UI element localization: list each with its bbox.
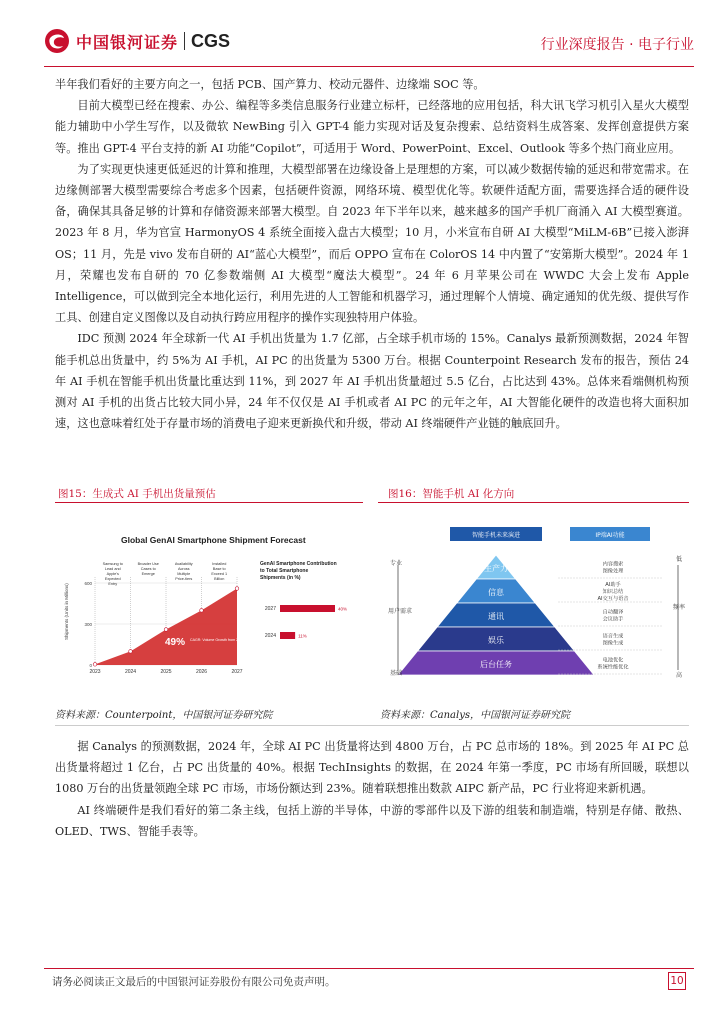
bar-value-label: 11%: [298, 633, 307, 639]
timeline-annotation: Price-tiers: [175, 577, 193, 581]
logo-cn-text: 中国银河证券: [76, 32, 179, 52]
timeline-annotation: Base to: [212, 567, 226, 571]
data-point: [93, 663, 97, 667]
timeline-annotation: Lead and: [104, 567, 121, 571]
ai-function-item: 系统性能优化: [597, 664, 629, 671]
paragraph: 为了实现更快速更低延迟的计算和推理，大模型部署在边缘设备上是理想的方案，可以减少数据传输的延迟和带宽需求。在边缘侧部署大模型需要综合考虑多个因素，包括硬件资源，网络环境、模型优化等。软硬件适配方面，需要选择合适的硬件设备，确保其具备足够的计算和存储资源来部署大模型。自 2023 年下半年以来，越来越多的国产手机厂商涌入 AI 大模型赛道。2023 年 8 月，华为官宣 HarmonyOS 4 系统全面接入盘古大模型；10 月，小米宣布自研 AI 大模型“MiLM-6B”已接入澎湃 OS；11 月，先是 vivo 发布自研的 AI“蓝心大模型”，而后 OPPO 宣布在 ColorOS 14 中内置了“安第斯大模型”。2024 年 1 月，荣耀也发布自研的 70 亿参数端侧 AI 大模型“魔法大模型”。24 年 6 月苹果公司在 WWDC 大会上发布 Apple Intelligence，可以做到完全本地化运行，利用先进的人工智能和机器学习，通过理解个人情境、确定通知的优先级、提供写作工具、创建自定义图像以及自动执行跨应用程序的操作实现独特用户体验。: [55, 162, 689, 325]
x-tick-label: 2025: [160, 669, 172, 675]
left-top-label: 专业: [390, 560, 403, 567]
pyramid-level-label: 生产力: [484, 564, 508, 573]
timeline-annotation: Multiple: [177, 572, 191, 576]
pyramid-level-label: 后台任务: [480, 660, 512, 669]
paragraph: 据 Canalys 的预测数据，2024 年，全球 AI PC 出货量将达到 4800 万台，占 PC 总市场的 18%。到 2025 年 AI PC 总出货量将超过 1 亿台，占 PC 出货量的 40%。根据 TechInsights 的数据，在 2024 年第一季度，PC 市场有所回暖，联想以 1080 万台的出货量领跑全球 PC 市场，市场份额达到 23%。随着联想推出数款 AIPC 新产品，PC 行业将迎来新机遇。: [55, 740, 689, 796]
right-top-label: 低: [676, 556, 683, 563]
left-bottom-label: 基础: [390, 670, 403, 677]
ai-direction-pyramid: [378, 505, 689, 703]
timeline-annotation: Installed: [212, 562, 227, 566]
paragraph: 半年我们看好的主要方向之一，包括 PCB、国产算力、校动元器件、边缘端 SOC 等。: [55, 78, 485, 91]
logo: [44, 28, 230, 54]
bars-title-line3: Shipments (in %): [260, 575, 301, 581]
body-text-bottom: [55, 736, 689, 842]
ai-function-item: 电池优化: [602, 657, 624, 664]
timeline-annotation: Samsung to: [102, 562, 123, 566]
x-tick-label: 2027: [231, 669, 243, 675]
source-divider: [55, 725, 689, 726]
ai-function-item: 自动翻译: [602, 609, 624, 616]
ai-function-item: 会议助手: [602, 616, 624, 623]
report-type: 行业深度报告 · 电子行业: [540, 37, 694, 53]
left-mid-label: 用户需求: [388, 608, 413, 615]
bar-year-label: 2027: [264, 606, 276, 612]
timeline-annotation: Expected: [104, 577, 121, 581]
figure-15-title: 图15：生成式 AI 手机出货量预估: [58, 488, 216, 500]
timeline-annotation: Availability: [174, 562, 193, 566]
pyramid-level-label: 娱乐: [488, 636, 504, 645]
cagr-value: 49%: [165, 637, 186, 648]
figure-16-title: 图16：智能手机 AI 化方向: [388, 488, 515, 500]
x-tick-label: 2024: [124, 669, 137, 675]
page-header: [0, 0, 724, 70]
figure-15-source: 资料来源：Counterpoint，中国银河证券研究院: [55, 710, 273, 721]
ai-function-item: 图像处理: [602, 568, 624, 575]
y-axis-label: Shipments (Units in Millions): [64, 583, 69, 640]
footer-divider: [44, 968, 694, 969]
figure-16-chart: [378, 505, 689, 703]
bar-year-label: 2024: [264, 633, 276, 639]
cgs-logo-icon: [44, 28, 70, 54]
header-divider: [44, 66, 694, 67]
x-tick-label: 2023: [89, 669, 101, 675]
right-mid-label: 频率: [673, 604, 686, 611]
ai-function-item: AI交互与语音: [597, 596, 629, 602]
timeline-annotation: Across: [177, 567, 190, 571]
data-point: [129, 650, 133, 654]
paragraph: 目前大模型已经在搜索、办公、编程等多类信息服务行业建立标杆，已经落地的应用包括，科大讯飞学习机引入星火大模型能力辅助中小学生写作，以及微软 NewBing 引入 GPT-4 能力实现对话及复杂搜索、总结资料生成答案、发挥创意提供方案等。推出 GPT-4 平台支持的新 AI 功能“Copilot”，可适用于 Word、PowerPoint、Excel、Outlook 等多个热门商业应用。: [55, 99, 689, 155]
ai-function-item: 内容搜索: [602, 561, 624, 568]
cagr-label: CAGR: Volume Growth from 2023 to 2027: [190, 638, 258, 642]
contribution-bar: [280, 605, 335, 612]
chart-title: Global GenAI Smartphone Shipment Forecast: [121, 535, 306, 545]
paragraph: AI 终端硬件是我们看好的第二条主线，包括上游的半导体，中游的零部件以及下游的组装和制造端，特别是存储、散热、OLED、TWS、智能手表等。: [55, 803, 689, 838]
genai-shipment-chart: [55, 505, 363, 703]
bars-title-line1: GenAI Smartphone Contribution: [260, 561, 337, 567]
timeline-annotation: Billion: [214, 577, 225, 581]
figure-15-rule: [55, 502, 363, 503]
body-text-top: [55, 74, 689, 434]
pyramid-level-label: 信息: [488, 588, 504, 597]
footer-disclaimer: 请务必阅读正文最后的中国银河证券股份有限公司免责声明。: [52, 976, 336, 988]
timeline-annotation: Entry: [108, 582, 118, 586]
logo-en-text: CGS: [191, 30, 231, 51]
ai-function-item: AI助手: [605, 582, 621, 588]
y-tick-label: 0: [89, 663, 92, 668]
data-point: [235, 587, 239, 591]
timeline-annotation: Exceed 1: [211, 572, 228, 576]
timeline-annotation: Broader Use: [137, 562, 159, 566]
bars-title-line2: to Total Smartphone: [260, 568, 309, 574]
timeline-annotation: Cases to: [140, 567, 156, 571]
top-right-box-label: IP端AI功能: [595, 532, 625, 539]
y-tick-label: 300: [84, 622, 92, 627]
timeline-annotation: Apple's: [106, 572, 119, 576]
data-point: [200, 609, 204, 613]
figure-16-rule: [378, 502, 689, 503]
ai-function-item: 知识总结: [602, 589, 624, 595]
right-bottom-label: 高: [676, 672, 683, 679]
figure-15-chart: [55, 505, 363, 703]
data-point: [164, 628, 168, 632]
logo-separator: [184, 32, 185, 50]
paragraph: IDC 预测 2024 年全球新一代 AI 手机出货量为 1.7 亿部，占全球手机市场的 15%。Canalys 最新预测数据，2024 年智能手机总出货量中，约 5%为 AI 手机，AI PC 的出货量为 5300 万台。根据 Counterpoint Research 发布的报告，预估 24 年 AI 手机在智能手机出货量比重达到 11%，到 2027 年 AI 手机出货量超过 5.5 亿台，占比达到 43%。总体来看端侧机构预测对 AI 手机的出货占比较大同小异，24 年不仅仅是 AI 手机或者 AI PC 的元年之年，AI 大智能化硬件的改造也将大面积加速，这也意味着红处于存量市场的消费电子迎来更新换代和升级，带动 AI 终端硬件产业链的触底回升。: [55, 332, 689, 431]
page-number: 10: [668, 972, 686, 990]
ai-function-item: 图像生成: [602, 640, 624, 647]
y-tick-label: 600: [84, 581, 92, 586]
bar-value-label: 40%: [338, 606, 348, 612]
pyramid-level-label: 通讯: [488, 612, 504, 621]
ai-function-item: 语音生成: [602, 633, 624, 640]
top-left-box-label: 智能手机未来演进: [471, 532, 521, 539]
contribution-bar: [280, 632, 295, 639]
timeline-annotation: Emerge: [141, 572, 155, 576]
x-tick-label: 2026: [195, 669, 208, 675]
figure-16-source: 资料来源：Canalys，中国银河证券研究院: [380, 710, 570, 721]
